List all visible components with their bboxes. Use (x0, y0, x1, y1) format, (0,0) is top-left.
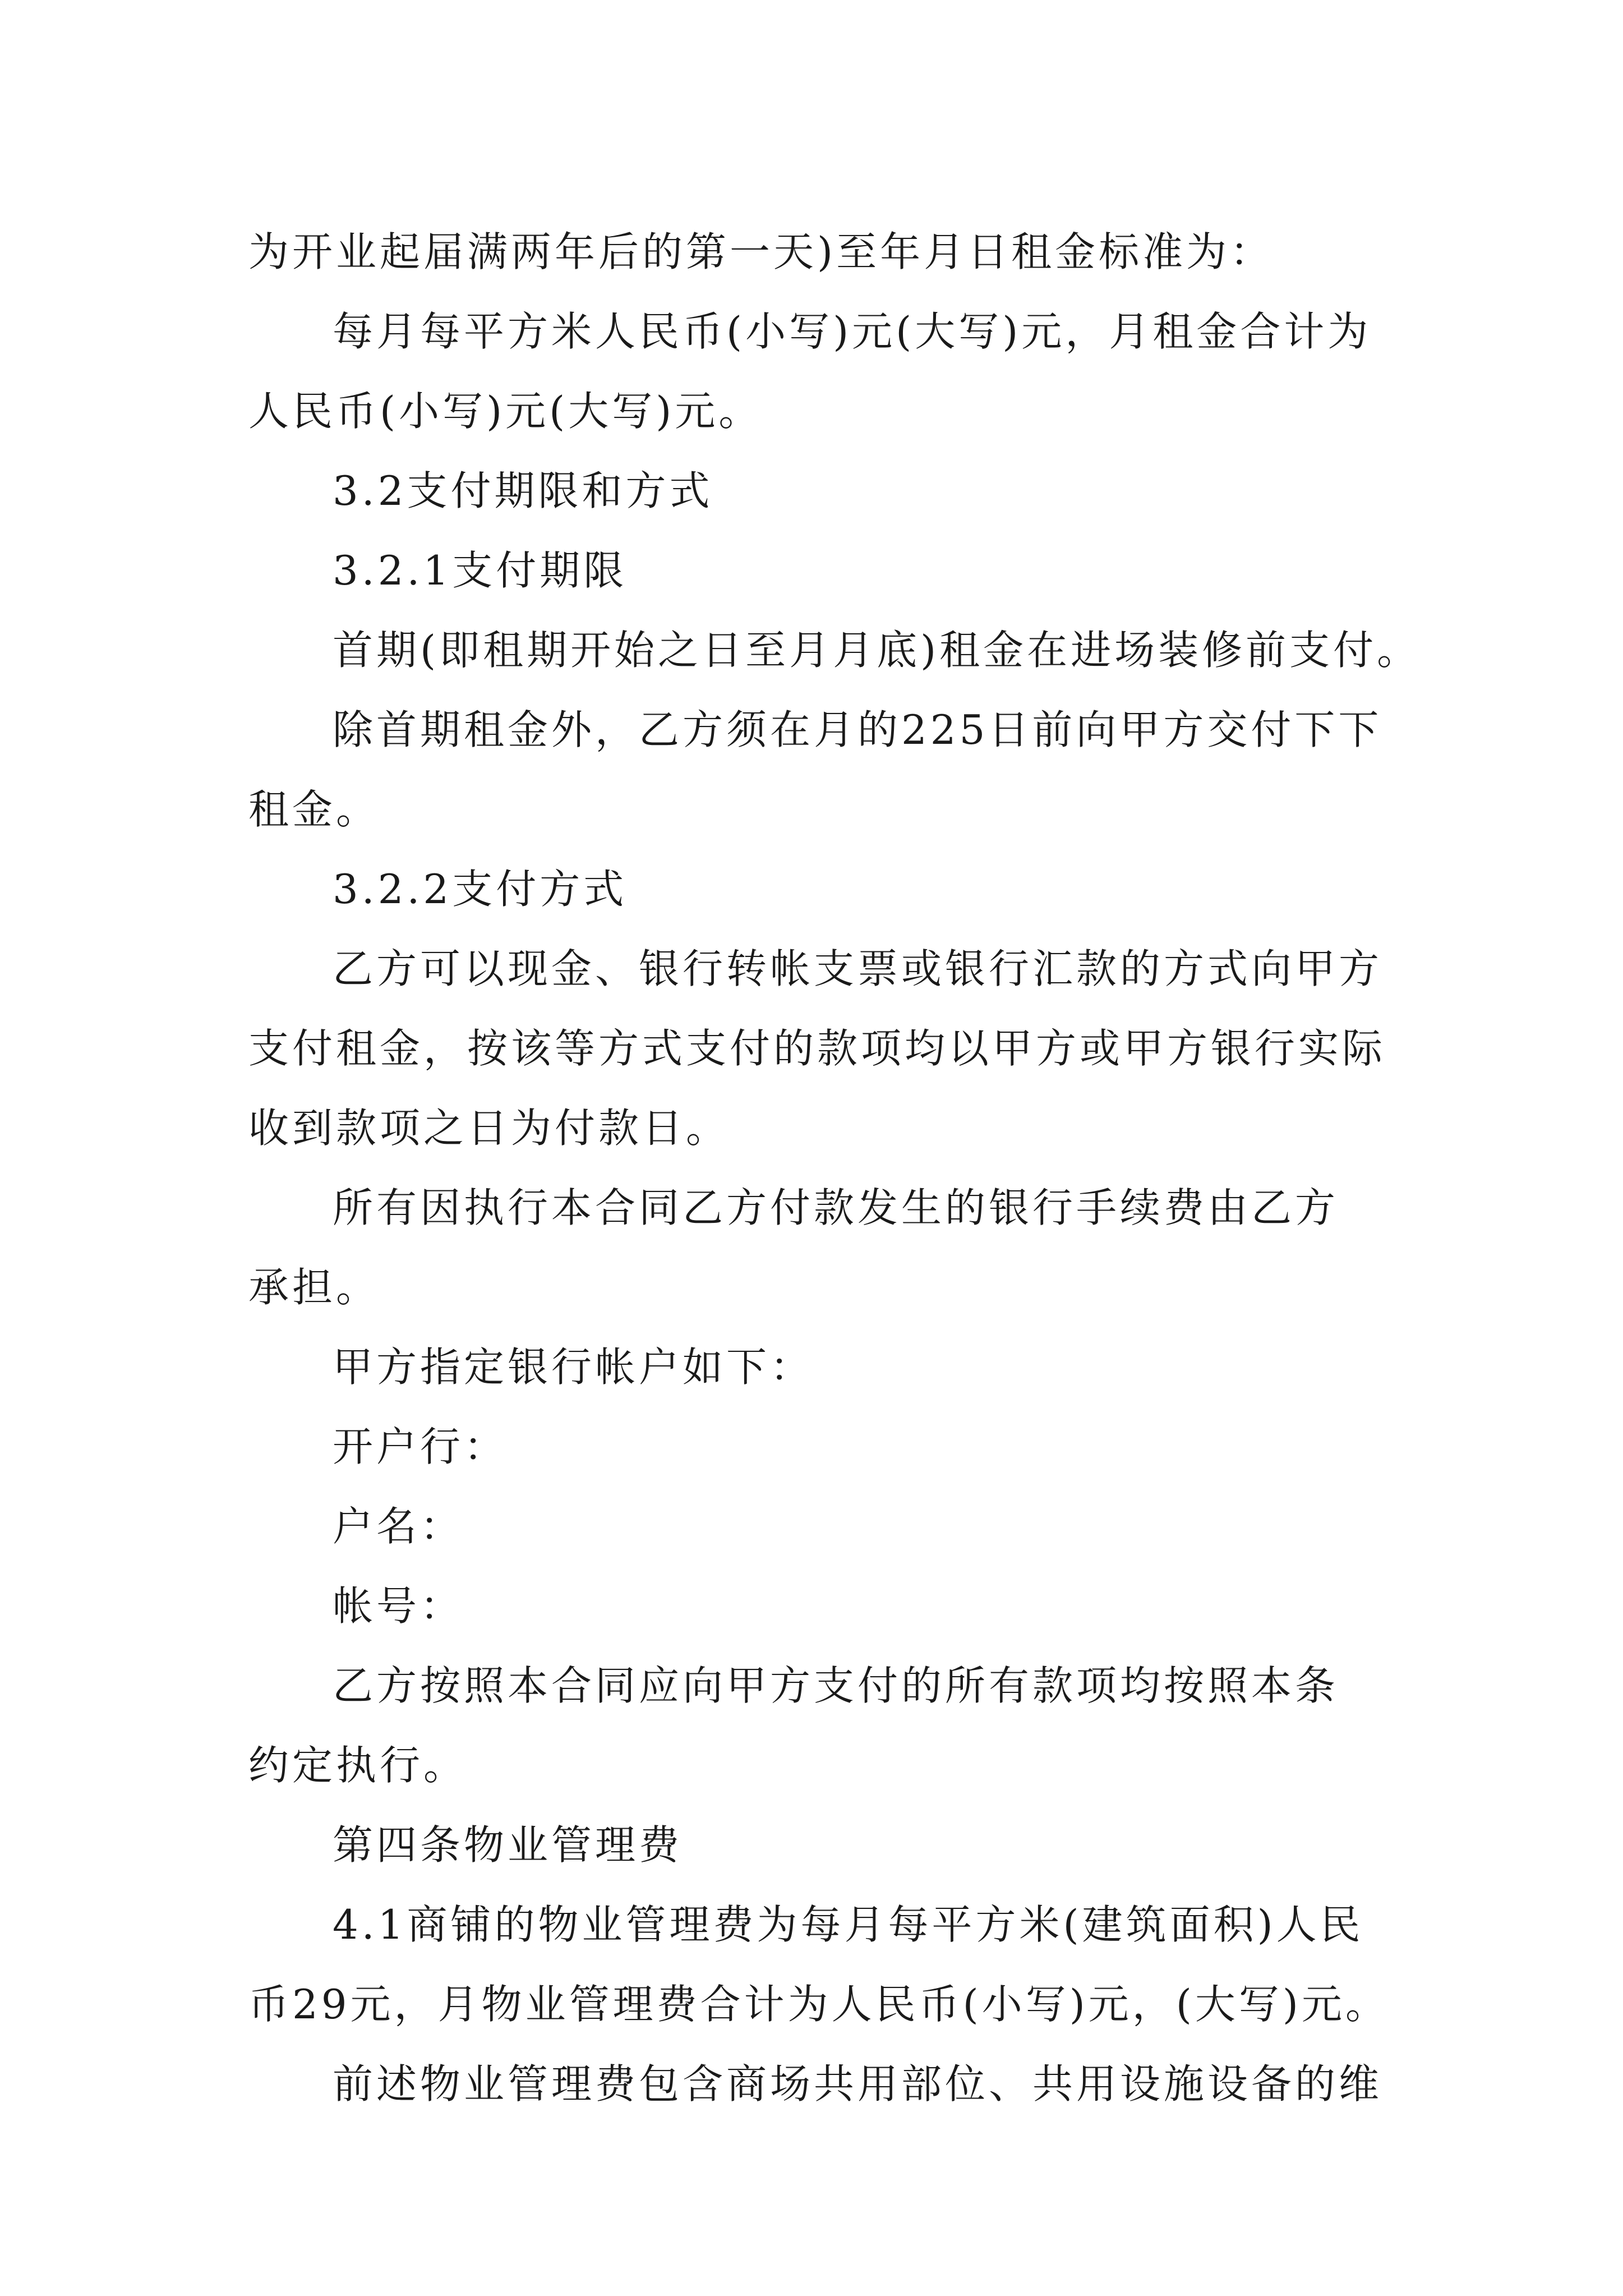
document-line: 乙方按照本合同应向甲方支付的所有款项均按照本条 (333, 1662, 1339, 1709)
document-line: 4.1商铺的物业管理费为每月每平方米(建筑面积)人民 (333, 1901, 1364, 1948)
section-heading: 3.2支付期限和方式 (333, 467, 713, 514)
document-body (248, 212, 1421, 2124)
bank-field-label: 户名： (333, 1503, 464, 1550)
subsection-heading: 3.2.2支付方式 (333, 866, 628, 913)
document-line: 首期(即租期开始之日至月月底)租金在进场装修前支付。 (333, 627, 1421, 674)
document-line: 所有因执行本合同乙方付款发生的银行手续费由乙方 (333, 1184, 1339, 1231)
bank-field-label: 开户行： (333, 1423, 508, 1470)
document-line: 支付租金，按该等方式支付的款项均以甲方或甲方银行实际 (248, 1025, 1386, 1072)
subsection-heading: 3.2.1支付期限 (333, 547, 628, 594)
document-line: 人民币(小写)元(大写)元。 (248, 388, 763, 435)
document-line: 承担。 (248, 1264, 380, 1311)
document-line: 除首期租金外，乙方须在月的225日前向甲方交付下下 (333, 706, 1382, 753)
document-line: 乙方可以现金、银行转帐支票或银行汇款的方式向甲方 (333, 945, 1383, 992)
document-line: 约定执行。 (248, 1742, 468, 1789)
document-line: 租金。 (248, 786, 380, 833)
document-line: 为开业起届满两年后的第一天)至年月日租金标准为： (248, 228, 1274, 275)
document-line: 币29元，月物业管理费合计为人民币(小写)元，(大写)元。 (248, 1981, 1389, 2028)
document-line: 收到款项之日为付款日。 (248, 1105, 730, 1152)
document-line: 前述物业管理费包含商场共用部位、共用设施设备的维 (333, 2060, 1383, 2108)
document-line: 每月每平方米人民币(小写)元(大写)元，月租金合计为 (333, 308, 1372, 355)
article-heading: 第四条物业管理费 (333, 1821, 683, 1869)
bank-field-label: 帐号： (333, 1582, 464, 1630)
document-line: 甲方指定银行帐户如下： (333, 1343, 814, 1391)
